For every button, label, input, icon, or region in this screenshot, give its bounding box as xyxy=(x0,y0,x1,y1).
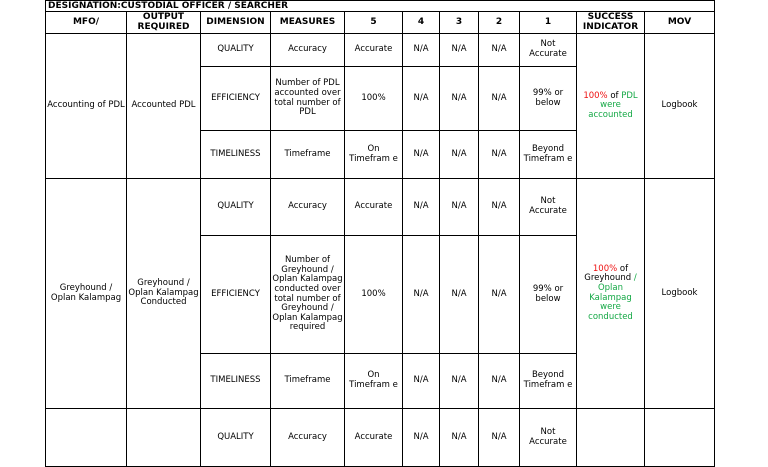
rating-5-cell: On Timefram e xyxy=(345,131,403,179)
success-indicator-cell xyxy=(577,179,645,409)
rating-2-cell: N/A xyxy=(479,354,520,409)
header-mfo: MFO/ xyxy=(46,12,127,34)
header-measures: MEASURES xyxy=(271,12,345,34)
success-subject: PDL xyxy=(621,90,638,101)
rating-3-cell: N/A xyxy=(440,409,479,467)
output-required-cell xyxy=(127,409,201,467)
success-of: of xyxy=(607,90,622,101)
header-rating-1: 1 xyxy=(520,12,577,34)
measure-cell: Accuracy xyxy=(271,409,345,467)
measure-cell: Timeframe xyxy=(271,354,345,409)
header-rating-3: 3 xyxy=(440,12,479,34)
performance-table xyxy=(45,0,715,467)
header-mov: MOV xyxy=(645,12,715,34)
rating-3-cell: N/A xyxy=(440,179,479,236)
rating-5-cell: Accurate xyxy=(345,34,403,67)
mov-cell xyxy=(645,409,715,467)
dimension-cell: QUALITY xyxy=(201,179,271,236)
rating-4-cell: N/A xyxy=(403,236,440,354)
header-rating-4: 4 xyxy=(403,12,440,34)
rating-5-cell: Accurate xyxy=(345,409,403,467)
rating-2-cell: N/A xyxy=(479,67,520,131)
success-percent: 100% xyxy=(592,263,618,274)
measure-cell: Accuracy xyxy=(271,179,345,236)
output-required-cell: Greyhound / Oplan Kalampag Conducted xyxy=(127,179,201,409)
rating-5-cell: Accurate xyxy=(345,179,403,236)
header-rating-5: 5 xyxy=(345,12,403,34)
rating-2-cell: N/A xyxy=(479,179,520,236)
success-rest: were accounted xyxy=(588,100,633,120)
mfo-cell: Accounting of PDL xyxy=(46,34,127,179)
dimension-cell: TIMELINESS xyxy=(201,354,271,409)
designation-title: DESIGNATION:CUSTODIAL OFFICER / SEARCHER xyxy=(46,1,715,12)
mov-cell: Logbook xyxy=(645,34,715,179)
rating-3-cell: N/A xyxy=(440,131,479,179)
rating-3-cell: N/A xyxy=(440,67,479,131)
measure-cell: Accuracy xyxy=(271,34,345,67)
rating-5-cell: 100% xyxy=(345,236,403,354)
mfo-cell: Greyhound / Oplan Kalampag xyxy=(46,179,127,409)
rating-1-cell: Not Accurate xyxy=(520,409,577,467)
table-row xyxy=(46,179,715,236)
rating-4-cell: N/A xyxy=(403,34,440,67)
rating-4-cell: N/A xyxy=(403,179,440,236)
rating-2-cell: N/A xyxy=(479,409,520,467)
measure-cell: Number of Greyhound / Oplan Kalampag conducted over total number of Greyhound / Oplan Kalampag required xyxy=(271,236,345,354)
header-output-required: OUTPUT REQUIRED xyxy=(127,12,201,34)
rating-1-cell: Not Accurate xyxy=(520,179,577,236)
header-rating-2: 2 xyxy=(479,12,520,34)
rating-4-cell: N/A xyxy=(403,354,440,409)
document-page xyxy=(45,0,715,467)
measure-cell: Number of PDL accounted over total number of PDL xyxy=(271,67,345,131)
rating-4-cell: N/A xyxy=(403,67,440,131)
rating-3-cell: N/A xyxy=(440,236,479,354)
rating-1-cell: Beyond Timefram e xyxy=(520,131,577,179)
output-required-cell: Accounted PDL xyxy=(127,34,201,179)
rating-3-cell: N/A xyxy=(440,34,479,67)
rating-1-cell: Beyond Timefram e xyxy=(520,354,577,409)
header-dimension: DIMENSION xyxy=(201,12,271,34)
table-row xyxy=(46,409,715,467)
measure-cell: Timeframe xyxy=(271,131,345,179)
success-indicator-cell xyxy=(577,34,645,179)
table-row xyxy=(46,34,715,67)
rating-2-cell: N/A xyxy=(479,34,520,67)
mfo-cell xyxy=(46,409,127,467)
dimension-cell: QUALITY xyxy=(201,34,271,67)
success-of: of xyxy=(617,263,629,274)
dimension-cell: EFFICIENCY xyxy=(201,67,271,131)
rating-1-cell: Not Accurate xyxy=(520,34,577,67)
rating-2-cell: N/A xyxy=(479,236,520,354)
rating-2-cell: N/A xyxy=(479,131,520,179)
mov-cell: Logbook xyxy=(645,179,715,409)
success-indicator-cell xyxy=(577,409,645,467)
header-success-indicator: SUCCESS INDICATOR xyxy=(577,12,645,34)
rating-4-cell: N/A xyxy=(403,409,440,467)
success-subject: Greyhound xyxy=(584,273,632,284)
rating-1-cell: 99% or below xyxy=(520,67,577,131)
rating-1-cell: 99% or below xyxy=(520,236,577,354)
rating-5-cell: On Timefram e xyxy=(345,354,403,409)
header-row xyxy=(46,12,715,34)
rating-4-cell: N/A xyxy=(403,131,440,179)
rating-3-cell: N/A xyxy=(440,354,479,409)
success-percent: 100% xyxy=(583,90,608,101)
dimension-cell: QUALITY xyxy=(201,409,271,467)
dimension-cell: EFFICIENCY xyxy=(201,236,271,354)
success-rest: / Oplan Kalampag were conducted xyxy=(588,273,637,322)
dimension-cell: TIMELINESS xyxy=(201,131,271,179)
rating-5-cell: 100% xyxy=(345,67,403,131)
